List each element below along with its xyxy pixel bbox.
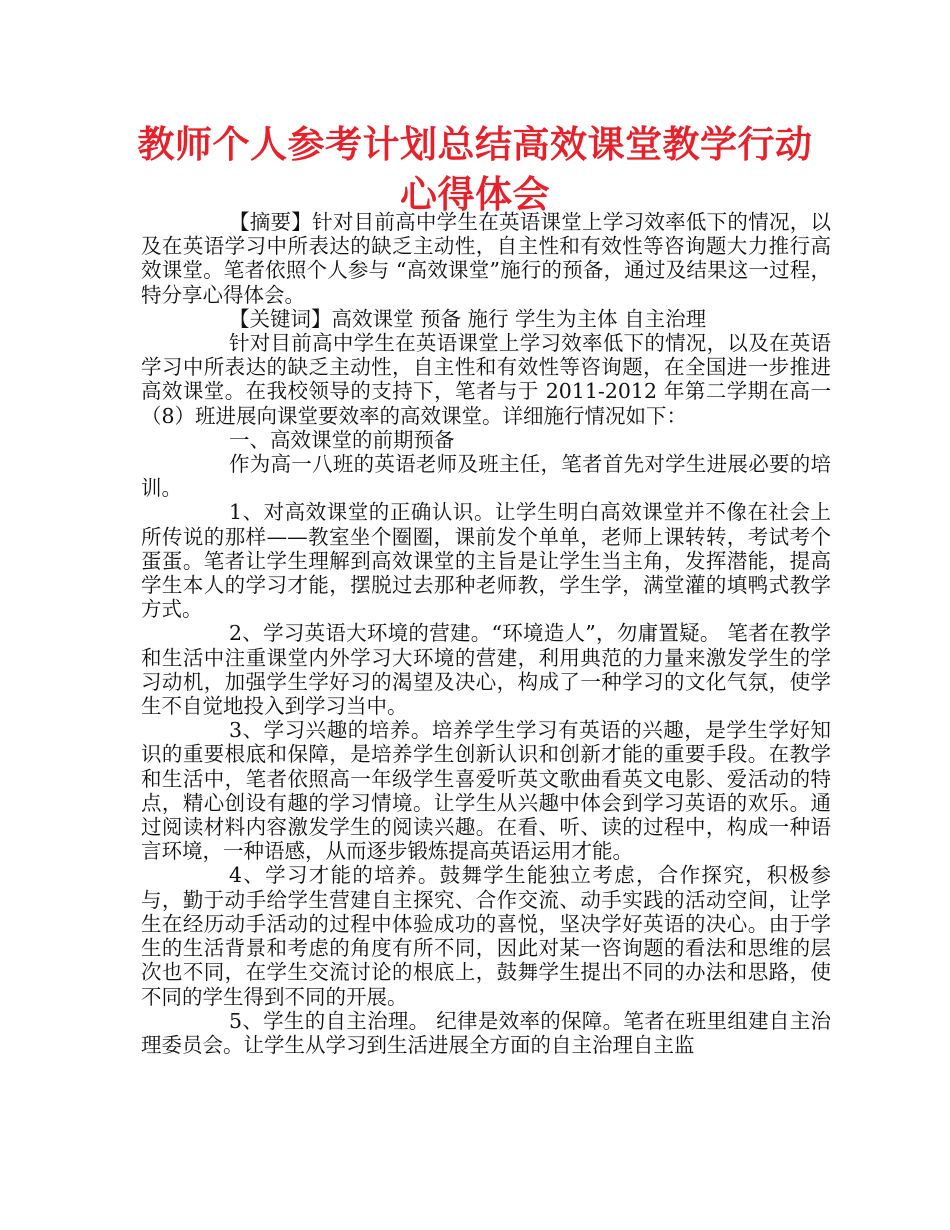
abstract-paragraph: 【摘要】针对目前高中学生在英语课堂上学习效率低下的情况，以及在英语学习中所表达的缺乏主动性，自主性和有效性等咨询题大力推行高效课堂。笔者依照个人参与 “高效课堂”施行的预备，通过及结果这一过程，特分享心得体会。 xyxy=(141,210,831,307)
body-paragraph: 作为高一八班的英语老师及班主任，笔者首先对学生进展必要的培训。 xyxy=(141,452,831,501)
document-body xyxy=(141,210,831,1057)
document-title: 教师个人参考计划总结高效课堂教学行动心得体会 xyxy=(137,123,813,216)
body-paragraph: 5、学生的自主治理。 纪律是效率的保障。笔者在班里组建自主治理委员会。让学生从学习到生活进展全方面的自主治理自主监 xyxy=(141,1008,831,1057)
body-paragraph: 2、学习英语大环境的营建。“环境造人”，勿庸置疑。 笔者在教学和生活中注重课堂内外学习大环境的营建，利用典范的力量来激发学生的学习动机，加强学生学好习的渴望及决心，构成了一种学习的文化气氛，使学生不自觉地投入到学习当中。 xyxy=(141,621,831,719)
body-paragraph: 3、学习兴趣的培养。培养学生学习有英语的兴趣，是学生学好知识的重要根底和保障，是培养学生创新认识和创新才能的重要手段。在教学和生活中，笔者依照高一年级学生喜爱听英文歌曲看英文电影、爱活动的特点，精心创设有趣的学习情境。让学生从兴趣中体会到学习英语的欢乐。通过阅读材料内容激发学生的阅读兴趣。在看、听、读的过程中，构成一种语言环境，一种语感，从而逐步锻炼提高英语运用才能。 xyxy=(141,718,831,864)
section-heading: 一、高效课堂的前期预备 xyxy=(229,427,455,452)
body-paragraph: 1、对高效课堂的正确认识。让学生明白高效课堂并不像在社会上所传说的那样——教室坐个圈圈，课前发个单单，老师上课转转，考试考个蛋蛋。笔者让学生理解到高效课堂的主旨是让学生当主角，发挥潜能，提高学生本人的学习才能，摆脱过去那种老师教，学生学，满堂灌的填鸭式教学方式。 xyxy=(141,500,831,622)
keywords-paragraph: 【关键词】高效课堂 预备 施行 学生为主体 自主治理 xyxy=(229,306,707,331)
intro-paragraph: 针对目前高中学生在英语课堂上学习效率低下的情况，以及在英语学习中所表达的缺乏主动性，自主性和有效性等咨询题，在全国进一步推进高效课堂。在我校领导的支持下，笔者与于 2011-2012 年第二学期在高一（8）班进展向课堂要效率的高效课堂。详细施行情况如下： xyxy=(141,331,831,428)
body-paragraph: 4、学习才能的培养。鼓舞学生能独立考虑，合作探究，积极参与，勤于动手给学生营建自主探究、合作交流、动手实践的活动空间，让学生在经历动手活动的过程中体验成功的喜悦，坚决学好英语的决心。由于学生的生活背景和考虑的角度有所不同，因此对某一咨询题的看法和思维的层次也不同，在学生交流讨论的根底上，鼓舞学生提出不同的办法和思路，使不同的学生得到不同的开展。 xyxy=(141,863,831,1009)
